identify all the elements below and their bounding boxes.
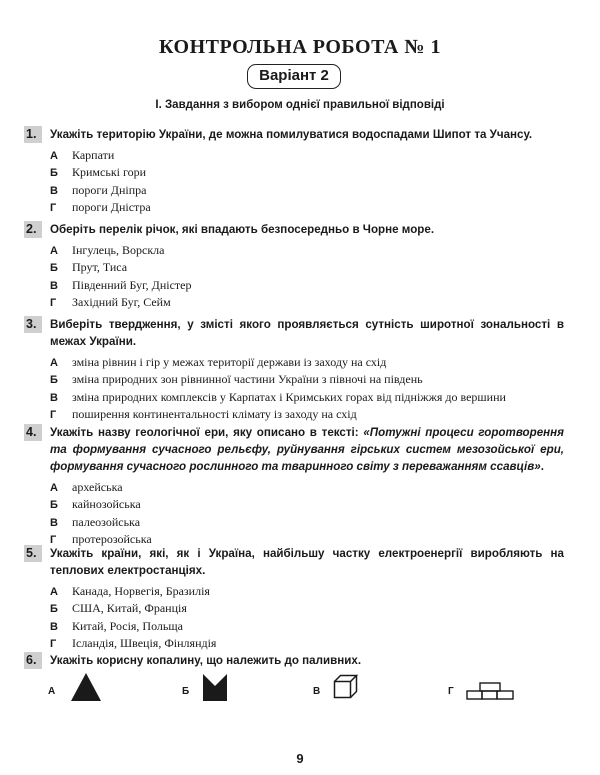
answer-option[interactable]: [50, 242, 564, 259]
option-letter: Г: [50, 534, 57, 547]
answer-option[interactable]: [50, 583, 564, 600]
option-letter: В: [50, 279, 58, 292]
option-text: поширення континентальності клімату із заходу на схід: [72, 407, 357, 422]
option-text: зміна природних комплексів у Карпатах і Кримських горах від підніжжя до вершини: [72, 389, 506, 404]
answer-option[interactable]: [50, 618, 564, 635]
option-text: Карпати: [72, 148, 115, 162]
option-text: кайнозойська: [72, 497, 141, 512]
question-text: Укажіть територію України, де можна помилуватися водоспадами Шипот та Учансу.: [50, 128, 533, 141]
question-text: Укажіть корисну копалину, що належить до паливних.: [50, 654, 362, 667]
option-letter: А: [50, 150, 58, 162]
option-letter: В: [50, 391, 58, 404]
question-text-lead: Укажіть назву геологічної ери, яку описано в тексті:: [50, 426, 364, 439]
answer-option[interactable]: [50, 600, 564, 617]
question-number: 2.: [24, 221, 42, 238]
option-letter: Г: [50, 638, 57, 651]
option-letter: Б: [50, 167, 58, 180]
option-text: Прут, Тиса: [72, 260, 128, 275]
option-text: Кримські гори: [72, 165, 147, 180]
picture-option-a[interactable]: [48, 672, 108, 702]
section-heading: І. Завдання з вибором однієї правильної відповіді: [155, 99, 445, 111]
option-text: пороги Дністра: [72, 200, 151, 215]
filled-triangle-icon: [70, 672, 102, 702]
option-letter: Б: [50, 499, 58, 512]
answer-option[interactable]: [50, 354, 564, 371]
answer-option[interactable]: [50, 635, 564, 652]
answer-option[interactable]: [50, 259, 564, 276]
question-4: [24, 424, 564, 549]
option-letter: Г: [448, 686, 454, 697]
question-text: Виберіть твердження, у змісті якого проявляється сутність широтної зональності в межах України.: [50, 318, 564, 348]
option-text: зміна рівнин і гір у межах території держави із заходу на схід: [72, 355, 387, 369]
option-letter: А: [50, 482, 58, 494]
option-text: Південний Буг, Дністер: [72, 277, 192, 292]
option-text: Ісландія, Швеція, Фінляндія: [72, 636, 217, 651]
answer-option[interactable]: [50, 371, 564, 388]
brick-wall-outline-icon: [466, 682, 514, 700]
answer-option[interactable]: [50, 514, 564, 531]
answer-option[interactable]: [50, 479, 564, 496]
option-text: Канада, Норвегія, Бразилія: [72, 584, 210, 598]
question-3: [24, 316, 564, 424]
option-letter: Б: [50, 374, 58, 387]
option-letter: В: [313, 686, 321, 697]
question-5: [24, 545, 564, 653]
option-text: США, Китай, Франція: [72, 601, 187, 616]
option-text: зміна природних зон рівнинної частини України з півночі на південь: [72, 372, 423, 387]
question-6: [24, 652, 564, 669]
filled-m-shape-icon: [202, 672, 228, 702]
question-number: 4.: [24, 424, 42, 441]
option-text: Китай, Росія, Польща: [72, 618, 183, 633]
question-text: [50, 424, 564, 475]
option-letter: А: [50, 245, 58, 257]
option-text: Західний Буг, Сейм: [72, 295, 171, 310]
answer-options: [50, 479, 564, 549]
answer-option[interactable]: [50, 182, 564, 199]
question-number: 3.: [24, 316, 42, 333]
variant-badge: Варіант 2: [247, 64, 341, 89]
option-letter: Б: [182, 686, 190, 697]
question-number: 6.: [24, 652, 42, 669]
question-text: Оберіть перелік річок, які впадають безпосередньо в Чорне море.: [50, 223, 435, 236]
answer-option[interactable]: [50, 406, 564, 423]
answer-option[interactable]: [50, 277, 564, 294]
option-text: пороги Дніпра: [72, 182, 147, 197]
cube-outline-icon: [333, 674, 359, 700]
answer-option[interactable]: [50, 147, 564, 164]
picture-options: [48, 672, 528, 702]
question-text-end: .: [540, 460, 544, 473]
option-letter: А: [50, 357, 58, 369]
option-text: палеозойська: [72, 514, 141, 529]
picture-option-d[interactable]: [448, 672, 528, 702]
answer-option[interactable]: [50, 389, 564, 406]
answer-options: [50, 242, 564, 312]
option-letter: А: [50, 586, 58, 598]
question-number: 1.: [24, 126, 42, 143]
answer-options: [50, 583, 564, 653]
option-text: протерозойська: [72, 532, 152, 547]
question-number: 5.: [24, 545, 42, 562]
answer-option[interactable]: [50, 496, 564, 513]
answer-options: [50, 354, 564, 424]
picture-option-c[interactable]: [313, 672, 373, 702]
question-quote: «Потужні процеси горотворення та формування сучасного рельєфу, руйнування гірських систем мезозойської ери, формування сучасного рослинного та тваринного світу з переважанням ссавців»: [50, 426, 564, 473]
option-letter: Г: [50, 409, 57, 422]
question-2: [24, 221, 564, 312]
option-letter: Г: [50, 297, 57, 310]
option-letter: В: [50, 184, 58, 197]
answer-options: [50, 147, 564, 217]
option-text: архейська: [72, 480, 123, 494]
option-letter: Б: [50, 262, 58, 275]
option-letter: А: [48, 686, 56, 697]
page-title: КОНТРОЛЬНА РОБОТА № 1: [159, 36, 441, 58]
answer-option[interactable]: [50, 294, 564, 311]
answer-option[interactable]: [50, 199, 564, 216]
option-text: Інгулець, Ворскла: [72, 243, 165, 257]
answer-option[interactable]: [50, 164, 564, 181]
question-text: Укажіть країни, які, як і Україна, найбільшу частку електроенергії виробляють на теплових електростанціях.: [50, 547, 564, 577]
option-letter: Б: [50, 603, 58, 616]
option-letter: В: [50, 516, 58, 529]
option-letter: В: [50, 620, 58, 633]
picture-option-b[interactable]: [182, 672, 242, 702]
question-1: [24, 126, 564, 217]
page-number: 9: [296, 751, 304, 766]
option-letter: Г: [50, 202, 57, 215]
